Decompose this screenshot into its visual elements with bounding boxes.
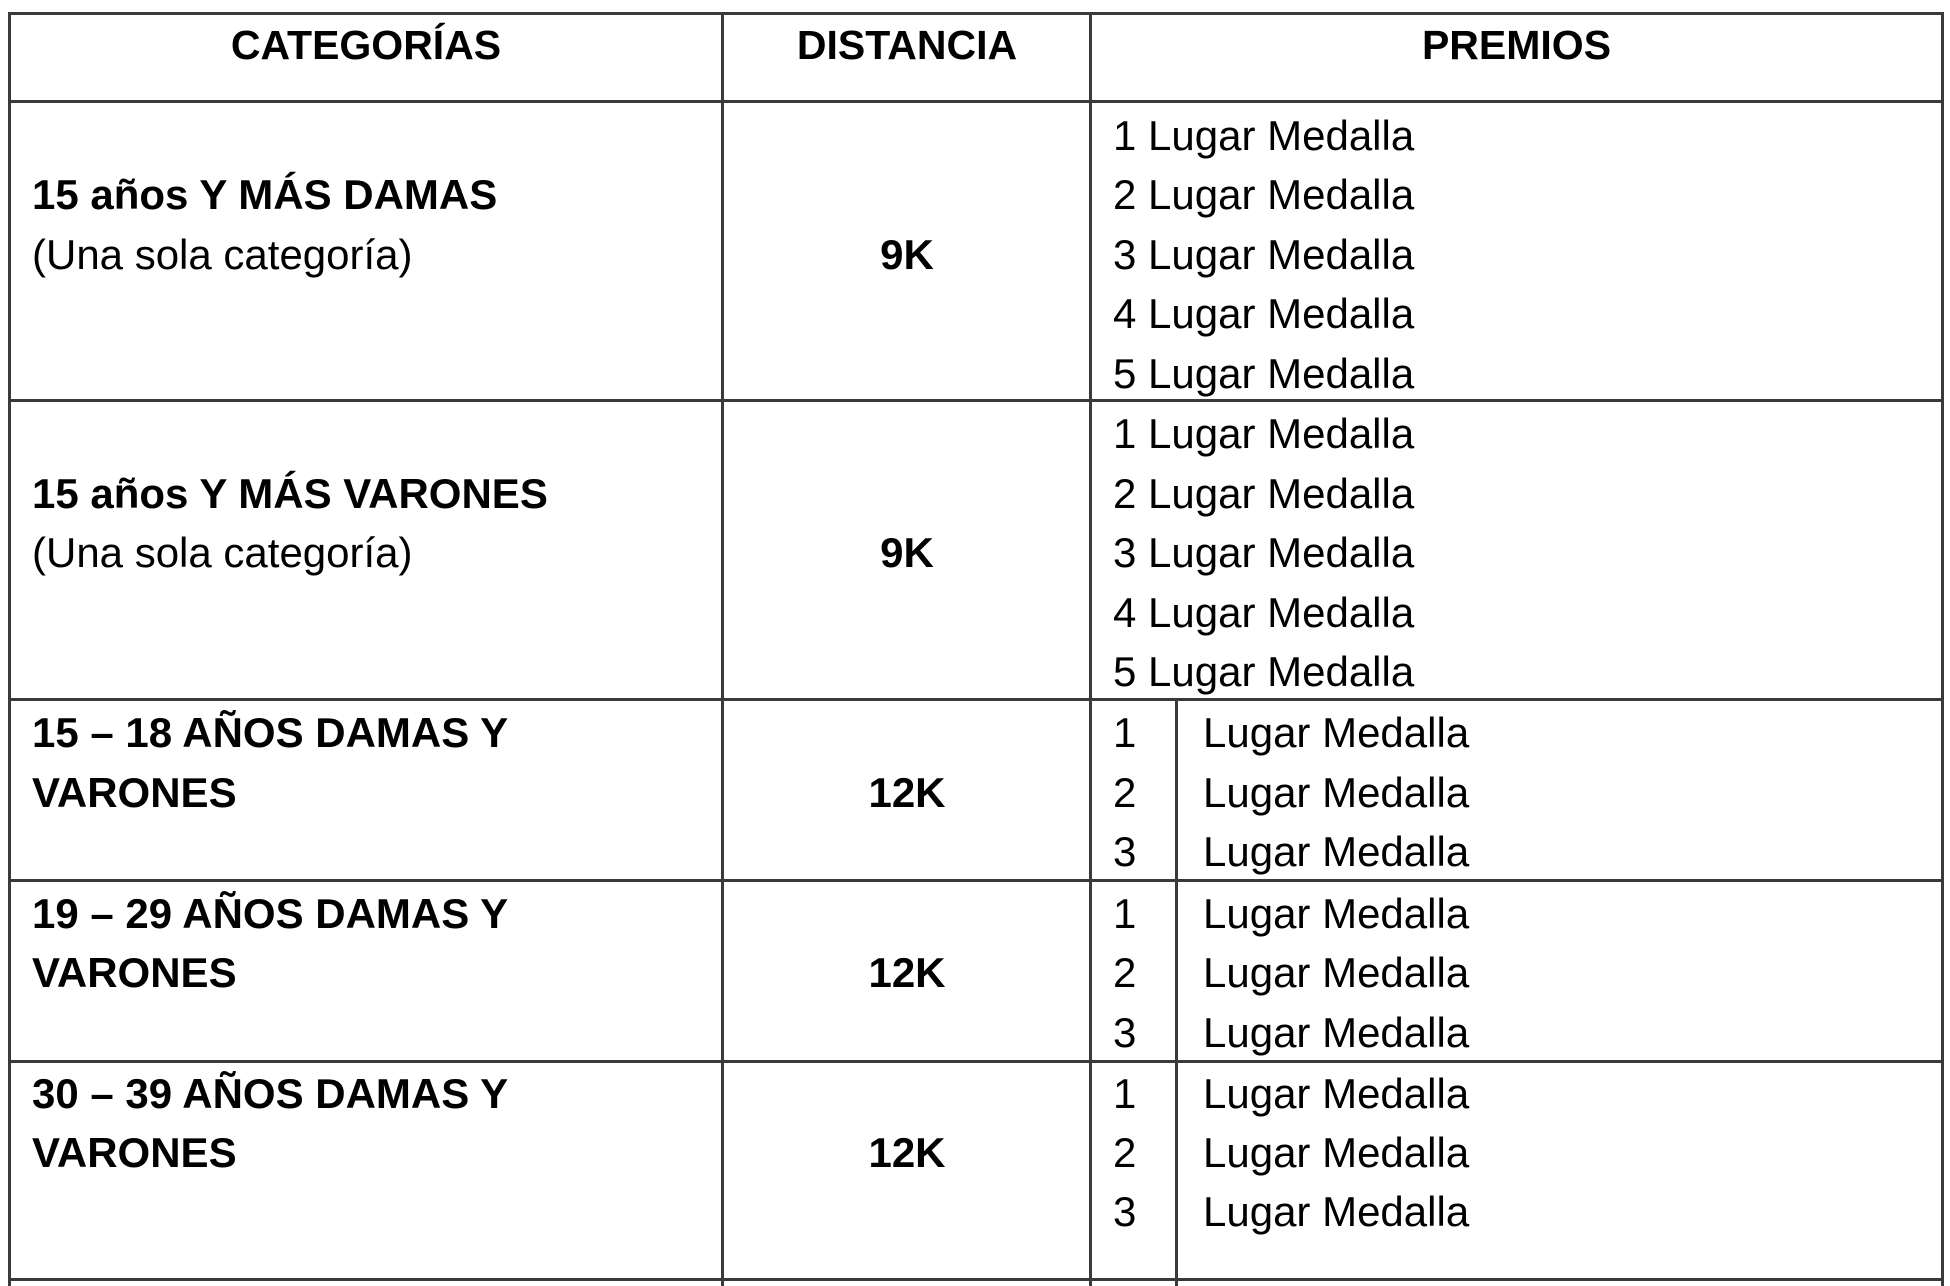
category-name: 15 – 18 AÑOS DAMAS Y <box>32 709 509 756</box>
table-border-right <box>1941 12 1944 1286</box>
category-name-continued: VARONES <box>32 769 237 816</box>
distance-value: 12K <box>868 1129 946 1176</box>
prize-item: 1 Lugar Medalla <box>1113 112 1415 159</box>
prize-number-divider <box>1175 699 1178 1286</box>
category-name-continued: VARONES <box>32 1129 237 1176</box>
prize-number: 1 <box>1113 1070 1137 1117</box>
row-divider <box>8 1060 1944 1063</box>
header-premios: PREMIOS <box>1421 22 1612 68</box>
prize-number: 3 <box>1113 1188 1137 1235</box>
prize-item: 5 Lugar Medalla <box>1113 350 1415 397</box>
category-name: 19 – 29 AÑOS DAMAS Y <box>32 890 509 937</box>
category-name: 15 años Y MÁS VARONES <box>32 470 548 517</box>
prize-text: Lugar Medalla <box>1203 890 1470 937</box>
category-note: (Una sola categoría) <box>32 529 413 576</box>
row-divider <box>8 698 1944 701</box>
distance-value: 12K <box>868 949 946 996</box>
distance-value: 9K <box>880 529 934 576</box>
distance-value: 12K <box>868 769 946 816</box>
row-divider <box>8 879 1944 882</box>
prize-item: 4 Lugar Medalla <box>1113 290 1415 337</box>
row-divider <box>8 1278 1944 1281</box>
header-divider <box>8 100 1944 103</box>
prize-number: 3 <box>1113 1009 1137 1056</box>
prize-item: 5 Lugar Medalla <box>1113 648 1415 695</box>
prize-text: Lugar Medalla <box>1203 1188 1470 1235</box>
prize-item: 2 Lugar Medalla <box>1113 171 1415 218</box>
category-name: 30 – 39 AÑOS DAMAS Y <box>32 1070 509 1117</box>
category-name-continued: VARONES <box>32 949 237 996</box>
table-border-top <box>8 12 1944 15</box>
prize-text: Lugar Medalla <box>1203 828 1470 875</box>
distance-value: 9K <box>880 231 934 278</box>
prize-text: Lugar Medalla <box>1203 769 1470 816</box>
prize-number: 1 <box>1113 709 1137 756</box>
prize-text: Lugar Medalla <box>1203 1070 1470 1117</box>
prize-item: 2 Lugar Medalla <box>1113 470 1415 517</box>
header-categorias: CATEGORÍAS <box>230 22 502 68</box>
header-distancia: DISTANCIA <box>796 22 1018 68</box>
column-divider <box>1089 12 1092 1286</box>
prize-text: Lugar Medalla <box>1203 709 1470 756</box>
category-name: 15 años Y MÁS DAMAS <box>32 171 498 218</box>
prize-item: 1 Lugar Medalla <box>1113 410 1415 457</box>
table-border-left <box>8 12 11 1286</box>
category-note: (Una sola categoría) <box>32 231 413 278</box>
row-divider <box>8 399 1944 402</box>
prize-number: 2 <box>1113 769 1137 816</box>
prize-number: 1 <box>1113 890 1137 937</box>
prize-item: 3 Lugar Medalla <box>1113 529 1415 576</box>
prize-number: 2 <box>1113 1129 1137 1176</box>
prize-number: 2 <box>1113 949 1137 996</box>
column-divider <box>721 12 724 1286</box>
prize-text: Lugar Medalla <box>1203 949 1470 996</box>
prize-text: Lugar Medalla <box>1203 1009 1470 1056</box>
prize-item: 3 Lugar Medalla <box>1113 231 1415 278</box>
prize-text: Lugar Medalla <box>1203 1129 1470 1176</box>
prize-item: 4 Lugar Medalla <box>1113 589 1415 636</box>
prize-number: 3 <box>1113 828 1137 875</box>
